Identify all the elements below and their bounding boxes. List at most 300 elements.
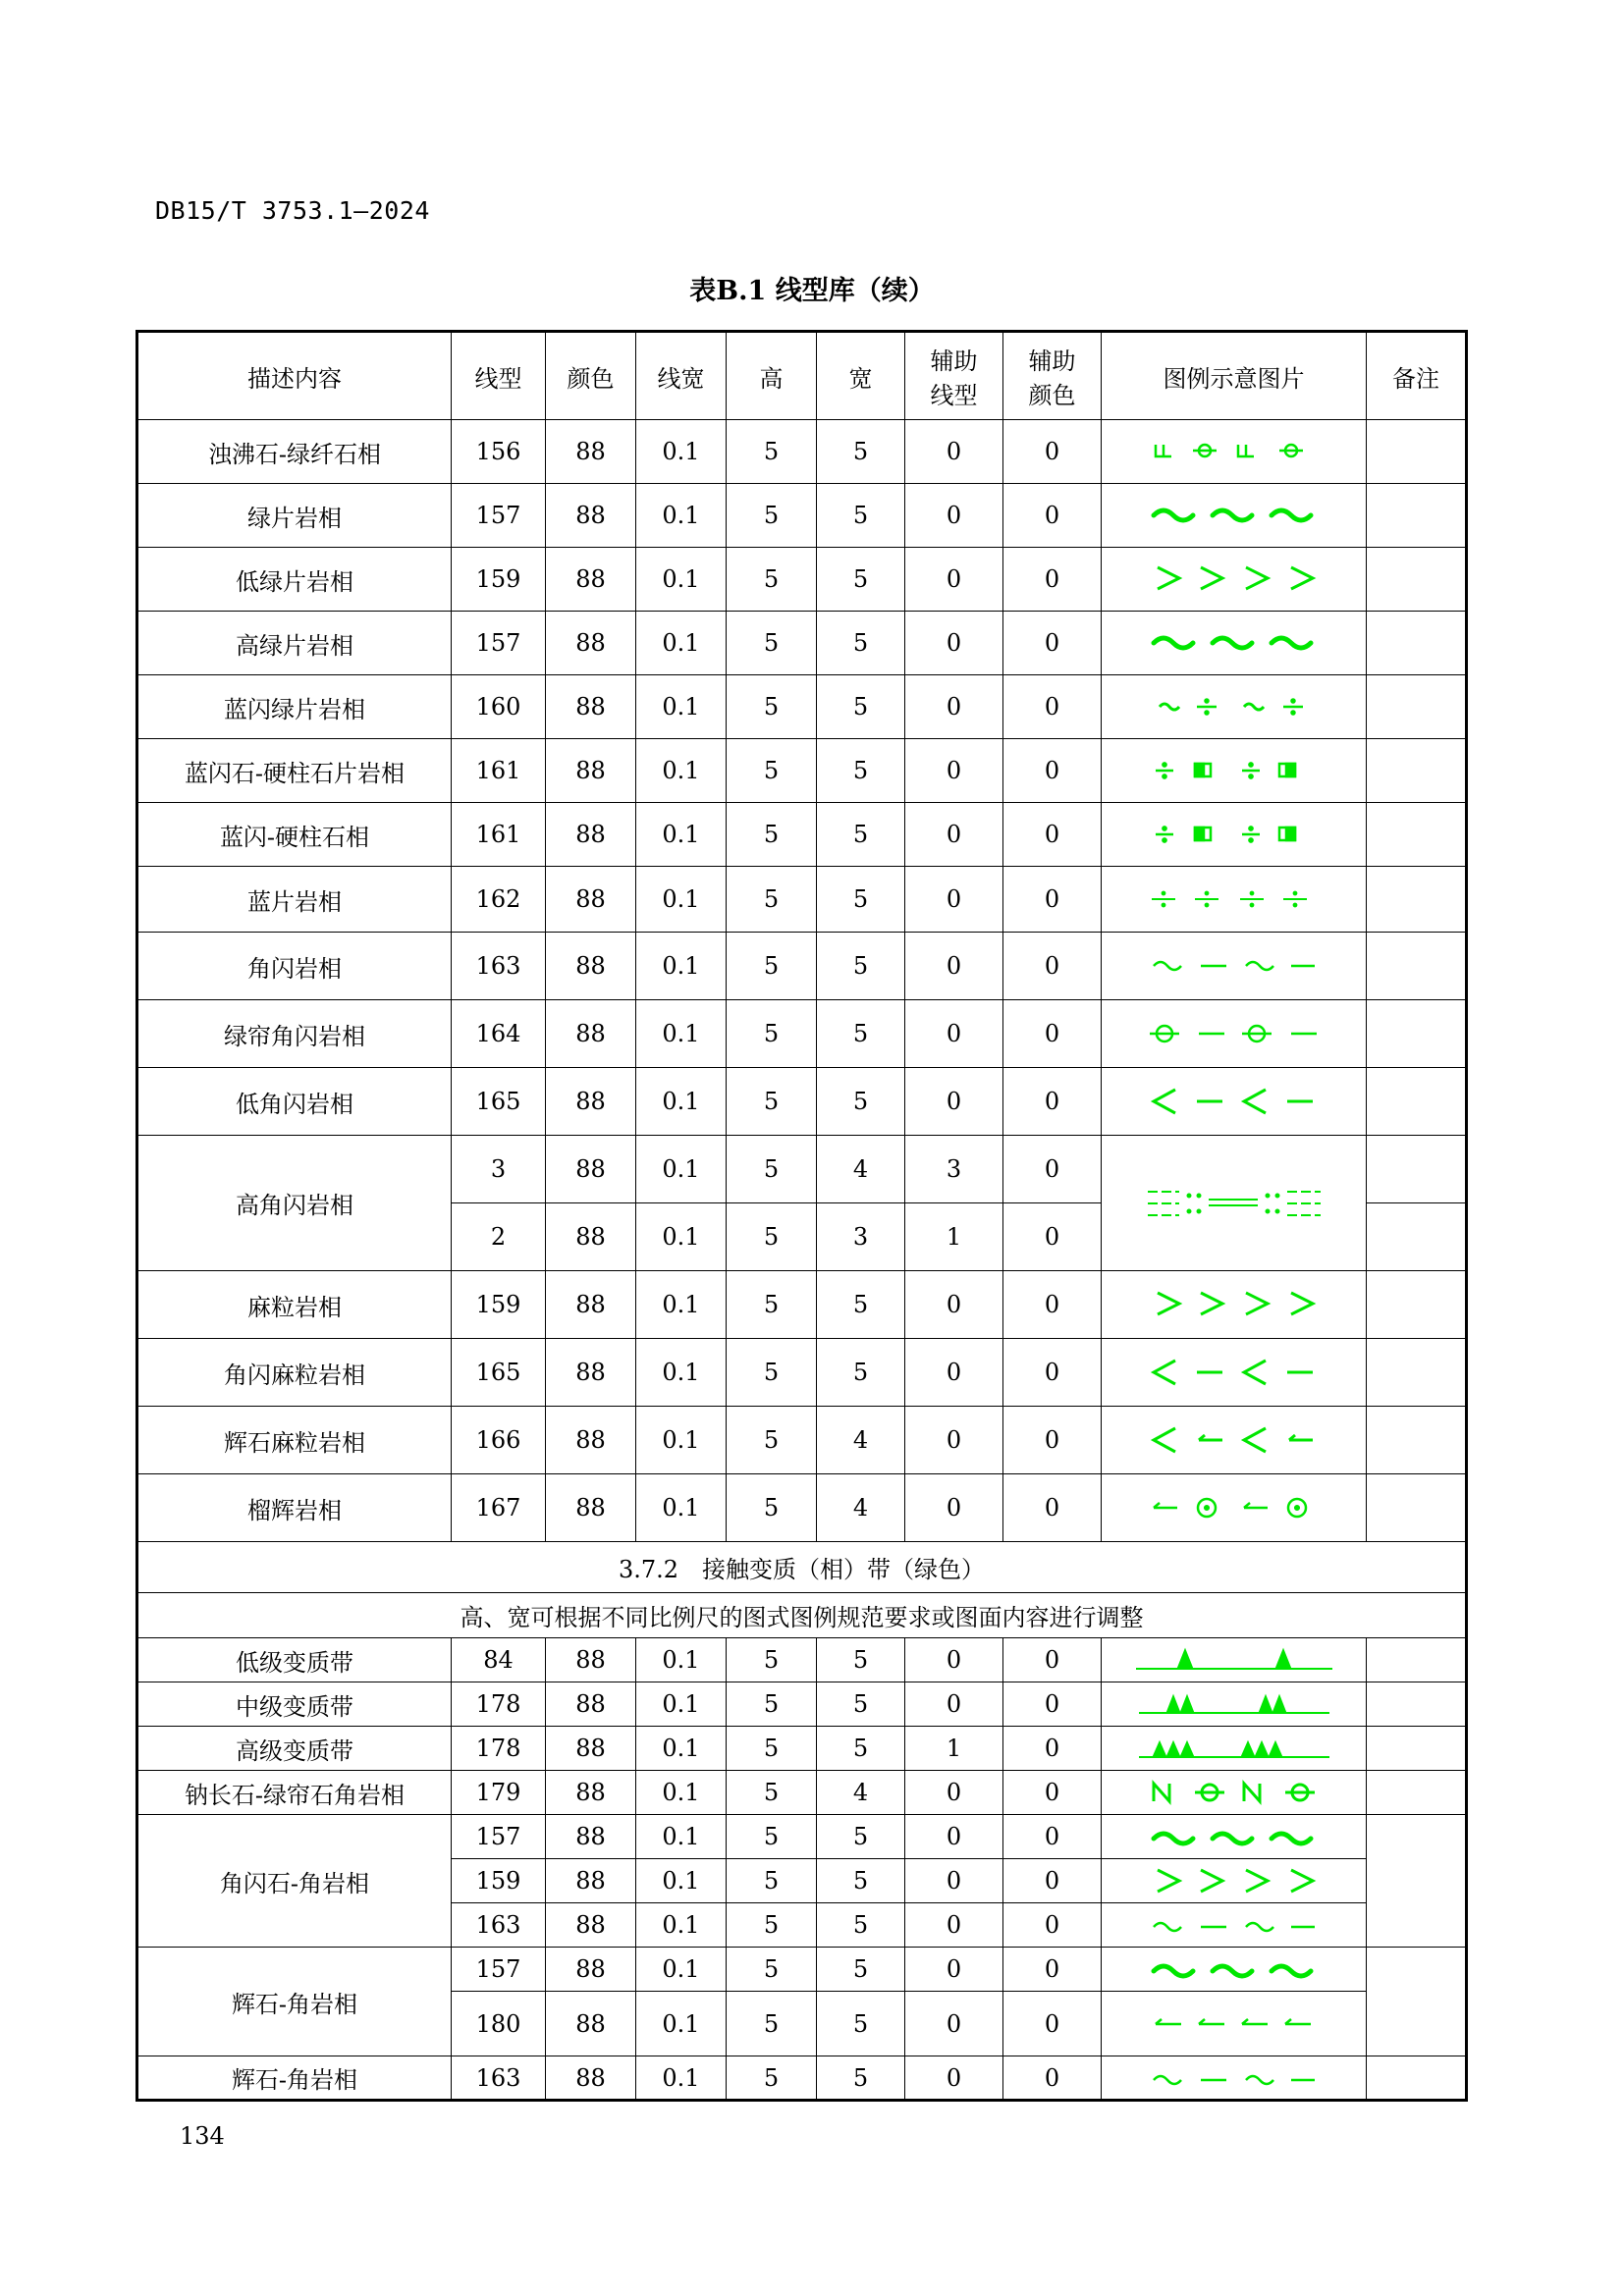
table-row (137, 1339, 1467, 1407)
legend-cell (1102, 1271, 1367, 1339)
cell-aux-linetype: 0 (905, 484, 1003, 548)
cell-aux-color: 0 (1003, 1068, 1102, 1136)
cell-aux-color: 0 (1003, 1859, 1102, 1903)
header-width: 线宽 (636, 332, 727, 420)
cell-breadth: 5 (817, 1682, 905, 1727)
cell-height: 5 (727, 1474, 817, 1542)
tilde-bold-icon (1146, 1954, 1323, 1984)
legend-cell (1102, 1638, 1367, 1682)
cell-color: 88 (546, 1203, 636, 1271)
cell-aux-color: 0 (1003, 612, 1102, 675)
legend-cell (1102, 675, 1367, 739)
cell-width: 0.1 (636, 803, 727, 867)
cell-aux-linetype: 0 (905, 739, 1003, 803)
legend-cell (1102, 420, 1367, 484)
cell-linetype: 157 (452, 1948, 546, 1992)
cell-width: 0.1 (636, 1474, 727, 1542)
cell-width: 0.1 (636, 1682, 727, 1727)
cell-desc: 低级变质带 (137, 1638, 452, 1682)
legend-cell (1102, 1948, 1367, 1992)
tilde-dash-icon (1144, 1910, 1325, 1940)
cell-height: 5 (727, 484, 817, 548)
table-row (137, 1407, 1467, 1474)
cell-color: 88 (546, 1859, 636, 1903)
table-row (137, 1727, 1467, 1771)
cell-width: 0.1 (636, 675, 727, 739)
cell-remark (1367, 1682, 1467, 1727)
legend-cell (1102, 1136, 1367, 1271)
cell-width: 0.1 (636, 1727, 727, 1771)
cell-breadth: 5 (817, 484, 905, 548)
cell-linetype: 163 (452, 2056, 546, 2101)
cell-aux-linetype: 1 (905, 1203, 1003, 1271)
cell-height: 5 (727, 548, 817, 612)
cell-color: 88 (546, 933, 636, 1000)
cell-aux-linetype: 0 (905, 1992, 1003, 2056)
cell-aux-linetype: 0 (905, 1903, 1003, 1948)
tilde-dash-icon (1144, 2063, 1325, 2093)
table-row (137, 1271, 1467, 1339)
cell-aux-linetype: 0 (905, 1068, 1003, 1136)
triangle-1-icon (1134, 1645, 1334, 1675)
page-number: 134 (180, 2122, 225, 2150)
hook-arrow-icon (1148, 2007, 1321, 2041)
cell-aux-linetype: 0 (905, 1271, 1003, 1339)
cell-breadth: 4 (817, 1771, 905, 1815)
cell-linetype: 165 (452, 1339, 546, 1407)
legend-cell (1102, 803, 1367, 867)
cell-desc: 辉石-角岩相 (137, 1948, 452, 2056)
table-row (137, 1682, 1467, 1727)
cell-aux-linetype: 0 (905, 612, 1003, 675)
tilde-dash-icon (1144, 949, 1325, 983)
chevron-left-hook-icon (1144, 1423, 1325, 1457)
cell-height: 5 (727, 1407, 817, 1474)
cell-remark (1367, 739, 1467, 803)
n-theta-icon (1144, 1776, 1325, 1809)
cell-aux-color: 0 (1003, 803, 1102, 867)
cell-width: 0.1 (636, 1068, 727, 1136)
cell-linetype: 160 (452, 675, 546, 739)
cell-color: 88 (546, 1948, 636, 1992)
zeolite-prehnite-icon (1146, 435, 1323, 468)
cell-aux-color: 0 (1003, 1203, 1102, 1271)
cell-aux-color: 0 (1003, 1903, 1102, 1948)
cell-desc: 钠长石-绿帘石角岩相 (137, 1771, 452, 1815)
table-row (137, 612, 1467, 675)
cell-color: 88 (546, 1000, 636, 1068)
triangle-3-icon (1137, 1734, 1331, 1763)
triangle-2-icon (1137, 1689, 1331, 1719)
cell-aux-color: 0 (1003, 1771, 1102, 1815)
cell-width: 0.1 (636, 1136, 727, 1203)
cell-aux-color: 0 (1003, 933, 1102, 1000)
legend-cell (1102, 612, 1367, 675)
chevron-right-icon (1146, 562, 1323, 596)
cell-aux-color: 0 (1003, 867, 1102, 933)
cell-remark (1367, 1727, 1467, 1771)
table-row (137, 484, 1467, 548)
chevron-left-dash-icon (1144, 1085, 1325, 1118)
cell-remark (1367, 484, 1467, 548)
cell-remark (1367, 867, 1467, 933)
tilde-divide-icon (1146, 690, 1323, 723)
cell-width: 0.1 (636, 1815, 727, 1859)
cell-remark (1367, 548, 1467, 612)
cell-remark (1367, 1271, 1467, 1339)
cell-aux-color: 0 (1003, 1271, 1102, 1339)
cell-breadth: 5 (817, 420, 905, 484)
cell-linetype: 180 (452, 1992, 546, 2056)
cell-aux-color: 0 (1003, 675, 1102, 739)
cell-aux-color: 0 (1003, 1948, 1102, 1992)
cell-height: 5 (727, 1992, 817, 2056)
cell-aux-linetype: 0 (905, 933, 1003, 1000)
cell-linetype: 163 (452, 1903, 546, 1948)
cell-remark (1367, 420, 1467, 484)
cell-breadth: 5 (817, 1948, 905, 1992)
cell-height: 5 (727, 1068, 817, 1136)
cell-height: 5 (727, 1948, 817, 1992)
cell-height: 5 (727, 803, 817, 867)
cell-linetype: 166 (452, 1407, 546, 1474)
cell-remark (1367, 1203, 1467, 1271)
cell-desc: 高角闪岩相 (137, 1136, 452, 1271)
cell-color: 88 (546, 1992, 636, 2056)
header-height: 高 (727, 332, 817, 420)
cell-linetype: 179 (452, 1771, 546, 1815)
cell-width: 0.1 (636, 867, 727, 933)
cell-linetype: 84 (452, 1638, 546, 1682)
cell-width: 0.1 (636, 2056, 727, 2101)
table-row (137, 1948, 1467, 1992)
divide-square-icon (1146, 754, 1323, 787)
cell-remark (1367, 2056, 1467, 2101)
cell-height: 5 (727, 612, 817, 675)
cell-color: 88 (546, 484, 636, 548)
cell-width: 0.1 (636, 548, 727, 612)
tilde-bold-icon (1146, 1822, 1323, 1851)
cell-width: 0.1 (636, 739, 727, 803)
cell-height: 5 (727, 1638, 817, 1682)
cell-linetype: 2 (452, 1203, 546, 1271)
cell-color: 88 (546, 1727, 636, 1771)
cell-aux-color: 0 (1003, 1682, 1102, 1727)
cell-breadth: 5 (817, 1815, 905, 1859)
cell-color: 88 (546, 1271, 636, 1339)
cell-color: 88 (546, 548, 636, 612)
cell-height: 5 (727, 675, 817, 739)
cell-breadth: 5 (817, 867, 905, 933)
cell-remark (1367, 1000, 1467, 1068)
cell-height: 5 (727, 1339, 817, 1407)
cell-desc: 角闪岩相 (137, 933, 452, 1000)
cell-linetype: 178 (452, 1727, 546, 1771)
cell-desc: 榴辉岩相 (137, 1474, 452, 1542)
cell-aux-color: 0 (1003, 1136, 1102, 1203)
section-note-row (137, 1593, 1467, 1638)
cell-height: 5 (727, 1771, 817, 1815)
cell-breadth: 5 (817, 739, 905, 803)
tilde-bold-icon (1146, 499, 1323, 532)
cell-width: 0.1 (636, 1407, 727, 1474)
cell-remark (1367, 1136, 1467, 1203)
cell-remark (1367, 1339, 1467, 1407)
cell-desc: 绿帘角闪岩相 (137, 1000, 452, 1068)
cell-remark (1367, 675, 1467, 739)
cell-breadth: 5 (817, 1859, 905, 1903)
cell-aux-color: 0 (1003, 484, 1102, 548)
legend-cell (1102, 548, 1367, 612)
cell-aux-color: 0 (1003, 1638, 1102, 1682)
cell-color: 88 (546, 612, 636, 675)
hook-circle-dot-icon (1146, 1491, 1323, 1524)
cell-aux-linetype: 0 (905, 1682, 1003, 1727)
cell-color: 88 (546, 1682, 636, 1727)
cell-desc: 蓝片岩相 (137, 867, 452, 933)
cell-width: 0.1 (636, 1948, 727, 1992)
legend-cell (1102, 1407, 1367, 1474)
cell-color: 88 (546, 739, 636, 803)
document-code: DB15/T 3753.1—2024 (155, 196, 430, 225)
chevron-right-icon (1146, 1865, 1323, 1896)
cell-color: 88 (546, 1068, 636, 1136)
cell-breadth: 5 (817, 1638, 905, 1682)
cell-breadth: 5 (817, 933, 905, 1000)
cell-aux-color: 0 (1003, 739, 1102, 803)
cell-desc: 辉石-角岩相 (137, 2056, 452, 2101)
cell-height: 5 (727, 1727, 817, 1771)
legend-cell (1102, 1771, 1367, 1815)
cell-linetype: 178 (452, 1682, 546, 1727)
cell-color: 88 (546, 675, 636, 739)
cell-desc: 角闪石-角岩相 (137, 1815, 452, 1948)
cell-height: 5 (727, 1859, 817, 1903)
cell-aux-linetype: 0 (905, 1000, 1003, 1068)
cell-linetype: 161 (452, 803, 546, 867)
cell-linetype: 157 (452, 612, 546, 675)
cell-desc: 低绿片岩相 (137, 548, 452, 612)
cell-color: 88 (546, 867, 636, 933)
cell-color: 88 (546, 1339, 636, 1407)
cell-breadth: 5 (817, 675, 905, 739)
section-heading-row (137, 1542, 1467, 1593)
cell-desc: 角闪麻粒岩相 (137, 1339, 452, 1407)
header-breadth: 宽 (817, 332, 905, 420)
cell-height: 5 (727, 739, 817, 803)
cell-linetype: 163 (452, 933, 546, 1000)
cell-desc: 蓝闪-硬柱石相 (137, 803, 452, 867)
cell-desc: 浊沸石-绿纤石相 (137, 420, 452, 484)
table-row (137, 420, 1467, 484)
cell-remark (1367, 1474, 1467, 1542)
cell-aux-linetype: 1 (905, 1727, 1003, 1771)
chevron-right-icon (1146, 1288, 1323, 1321)
legend-cell (1102, 1068, 1367, 1136)
cell-aux-linetype: 0 (905, 1771, 1003, 1815)
table-row (137, 867, 1467, 933)
linetype-library-table (135, 330, 1468, 2102)
cell-aux-linetype: 0 (905, 1407, 1003, 1474)
cell-breadth: 5 (817, 1271, 905, 1339)
cell-color: 88 (546, 1407, 636, 1474)
cell-remark (1367, 933, 1467, 1000)
cell-linetype: 167 (452, 1474, 546, 1542)
cell-aux-color: 0 (1003, 420, 1102, 484)
cell-breadth: 5 (817, 548, 905, 612)
cell-remark (1367, 1407, 1467, 1474)
cell-width: 0.1 (636, 612, 727, 675)
table-row (137, 1815, 1467, 1859)
legend-cell (1102, 1339, 1367, 1407)
header-remark: 备注 (1367, 332, 1467, 420)
cell-width: 0.1 (636, 1771, 727, 1815)
cell-aux-color: 0 (1003, 1727, 1102, 1771)
divide-square-icon (1146, 818, 1323, 851)
cell-height: 5 (727, 1682, 817, 1727)
section-note: 高、宽可根据不同比例尺的图式图例规范要求或图面内容进行调整 (137, 1593, 1467, 1638)
cell-aux-color: 0 (1003, 548, 1102, 612)
cell-aux-linetype: 3 (905, 1136, 1003, 1203)
cell-breadth: 5 (817, 1068, 905, 1136)
header-linetype: 线型 (452, 332, 546, 420)
cell-desc: 低角闪岩相 (137, 1068, 452, 1136)
cell-color: 88 (546, 1815, 636, 1859)
table-title: 表B.1 线型库（续） (689, 276, 935, 306)
cell-desc: 蓝闪绿片岩相 (137, 675, 452, 739)
cell-breadth: 4 (817, 1474, 905, 1542)
cell-aux-linetype: 0 (905, 1948, 1003, 1992)
legend-cell (1102, 484, 1367, 548)
cell-aux-color: 0 (1003, 1000, 1102, 1068)
cell-width: 0.1 (636, 933, 727, 1000)
header-legend: 图例示意图片 (1102, 332, 1367, 420)
cell-desc: 高级变质带 (137, 1727, 452, 1771)
table-row (137, 2056, 1467, 2101)
cell-aux-linetype: 0 (905, 1859, 1003, 1903)
cell-color: 88 (546, 420, 636, 484)
header-desc: 描述内容 (137, 332, 452, 420)
cell-linetype: 156 (452, 420, 546, 484)
cell-desc: 麻粒岩相 (137, 1271, 452, 1339)
cell-height: 5 (727, 420, 817, 484)
cell-desc: 中级变质带 (137, 1682, 452, 1727)
cell-height: 5 (727, 1203, 817, 1271)
cell-color: 88 (546, 2056, 636, 2101)
cell-height: 5 (727, 1271, 817, 1339)
cell-aux-linetype: 0 (905, 2056, 1003, 2101)
section-heading: 3.7.2 接触变质（相）带（绿色） (137, 1542, 1467, 1593)
cell-linetype: 162 (452, 867, 546, 933)
legend-cell (1102, 1474, 1367, 1542)
table-row (137, 1068, 1467, 1136)
cell-linetype: 164 (452, 1000, 546, 1068)
cell-breadth: 5 (817, 1000, 905, 1068)
cell-linetype: 157 (452, 484, 546, 548)
cell-height: 5 (727, 1000, 817, 1068)
cell-breadth: 5 (817, 2056, 905, 2101)
header-aux-linetype: 辅助 线型 (905, 332, 1003, 420)
legend-cell (1102, 933, 1367, 1000)
legend-cell (1102, 1815, 1367, 1859)
legend-cell (1102, 1727, 1367, 1771)
cell-aux-linetype: 0 (905, 803, 1003, 867)
cell-width: 0.1 (636, 1859, 727, 1903)
cell-breadth: 5 (817, 1992, 905, 2056)
cell-aux-linetype: 0 (905, 867, 1003, 933)
cell-breadth: 5 (817, 1903, 905, 1948)
tilde-bold-icon (1146, 626, 1323, 660)
cell-aux-linetype: 0 (905, 1638, 1003, 1682)
cell-height: 5 (727, 1136, 817, 1203)
cell-breadth: 5 (817, 612, 905, 675)
cell-aux-linetype: 0 (905, 1815, 1003, 1859)
legend-cell (1102, 1903, 1367, 1948)
cell-remark (1367, 1948, 1467, 2056)
cell-width: 0.1 (636, 1992, 727, 2056)
table-row (137, 548, 1467, 612)
cell-height: 5 (727, 1815, 817, 1859)
cell-height: 5 (727, 867, 817, 933)
header-aux-color: 辅助 颜色 (1003, 332, 1102, 420)
dashed-lines-icon (1144, 1182, 1325, 1225)
cell-desc: 绿片岩相 (137, 484, 452, 548)
cell-linetype: 161 (452, 739, 546, 803)
cell-breadth: 4 (817, 1136, 905, 1203)
theta-dash-icon (1144, 1017, 1325, 1050)
cell-color: 88 (546, 1474, 636, 1542)
cell-desc: 高绿片岩相 (137, 612, 452, 675)
cell-aux-linetype: 0 (905, 1339, 1003, 1407)
legend-cell (1102, 867, 1367, 933)
header-color: 颜色 (546, 332, 636, 420)
cell-color: 88 (546, 1903, 636, 1948)
cell-desc: 蓝闪石-硬柱石片岩相 (137, 739, 452, 803)
cell-remark (1367, 612, 1467, 675)
cell-linetype: 159 (452, 548, 546, 612)
cell-linetype: 157 (452, 1815, 546, 1859)
cell-linetype: 165 (452, 1068, 546, 1136)
cell-width: 0.1 (636, 1339, 727, 1407)
cell-width: 0.1 (636, 1271, 727, 1339)
cell-remark (1367, 1771, 1467, 1815)
cell-remark (1367, 1815, 1467, 1948)
cell-height: 5 (727, 1903, 817, 1948)
cell-color: 88 (546, 1638, 636, 1682)
table-row (137, 1136, 1467, 1203)
cell-linetype: 159 (452, 1271, 546, 1339)
cell-aux-linetype: 0 (905, 548, 1003, 612)
cell-color: 88 (546, 1136, 636, 1203)
cell-width: 0.1 (636, 1903, 727, 1948)
cell-aux-color: 0 (1003, 1474, 1102, 1542)
cell-aux-color: 0 (1003, 2056, 1102, 2101)
table-row (137, 803, 1467, 867)
cell-aux-linetype: 0 (905, 675, 1003, 739)
cell-breadth: 5 (817, 1727, 905, 1771)
legend-cell (1102, 739, 1367, 803)
cell-aux-color: 0 (1003, 1992, 1102, 2056)
legend-cell (1102, 1992, 1367, 2056)
cell-remark (1367, 1638, 1467, 1682)
table-row (137, 675, 1467, 739)
cell-aux-linetype: 0 (905, 1474, 1003, 1542)
cell-remark (1367, 803, 1467, 867)
legend-cell (1102, 1682, 1367, 1727)
cell-aux-color: 0 (1003, 1339, 1102, 1407)
cell-color: 88 (546, 1771, 636, 1815)
cell-width: 0.1 (636, 1203, 727, 1271)
